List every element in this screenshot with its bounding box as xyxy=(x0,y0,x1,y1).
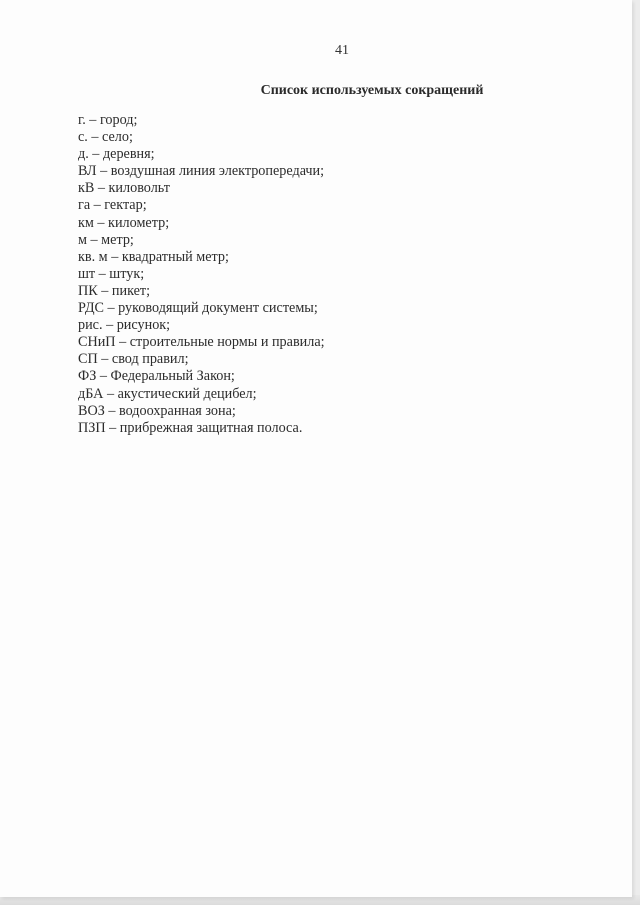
list-item: м – метр; xyxy=(78,231,134,248)
list-item: рис. – рисунок; xyxy=(78,317,171,334)
list-item: ПК – пикет; xyxy=(78,282,151,299)
list-item: ФЗ – Федеральный Закон; xyxy=(78,368,235,385)
list-item: с. – село; xyxy=(78,129,133,146)
list-item: ПЗП – прибрежная защитная полоса. xyxy=(78,419,303,436)
list-item: кв. м – квадратный метр; xyxy=(78,248,229,265)
list-item: ВЛ – воздушная линия электропередачи; xyxy=(78,163,325,180)
list-item: г. – город; xyxy=(78,112,138,128)
list-item: га – гектар; xyxy=(78,197,147,214)
abbreviation-list xyxy=(78,112,325,437)
page-number: 41 xyxy=(335,43,349,58)
page-title: Список используемых сокращений xyxy=(260,83,484,98)
list-item: дБА – акустический децибел; xyxy=(78,385,257,402)
list-item: РДС – руководящий документ системы; xyxy=(78,300,318,317)
scan-right-edge xyxy=(632,0,640,905)
list-item: СП – свод правил; xyxy=(78,351,189,368)
list-item: СНиП – строительные нормы и правила; xyxy=(78,334,325,351)
list-item: км – километр; xyxy=(78,214,170,231)
list-item: шт – штук; xyxy=(78,265,145,282)
list-item: д. – деревня; xyxy=(78,146,155,163)
list-item: ВОЗ – водоохранная зона; xyxy=(78,402,236,419)
list-item: кВ – киловольт xyxy=(78,180,170,197)
